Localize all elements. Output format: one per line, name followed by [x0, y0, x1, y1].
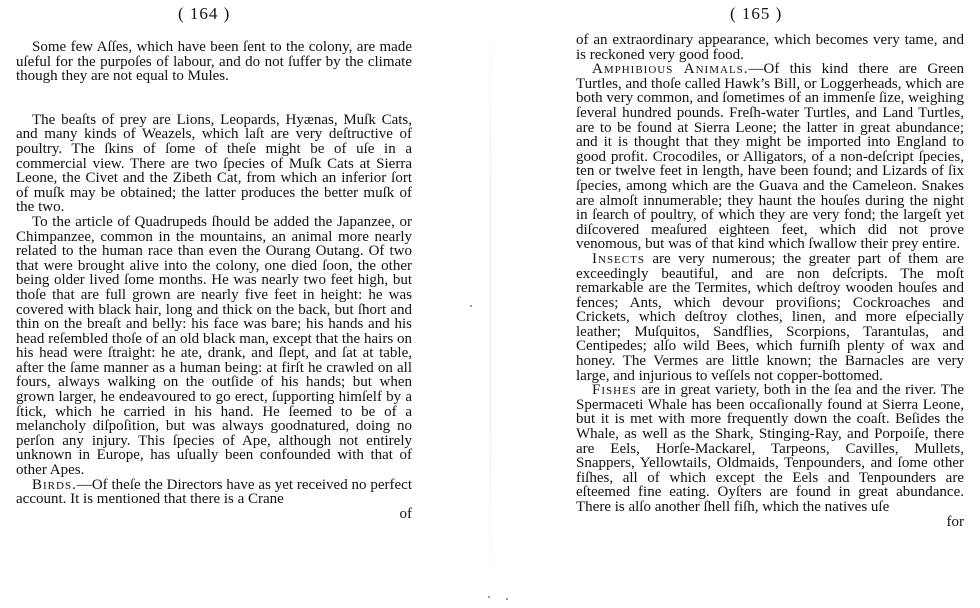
paper-speck — [488, 596, 490, 598]
paragraph-beasts-of-prey: The beaſts of prey are Lions, Leopards, Hyænas, Muſk Cats, and many kinds of Weazels, which laſt are very deſtructive of poultry. The ſkins of ſome of theſe might be of uſe in a commercial view. There are two ſpecies of Muſk Cats at Sierra Leone, the Civet and the Zibeth Cat, from which an inferior ſort of muſk may be obtained; the latter produces the better muſk of the two. — [16, 111, 412, 216]
left-text-block — [16, 40, 412, 521]
paragraph-amphibious — [576, 62, 964, 252]
paragraph-asses: Some few Aſſes, which have been ſent to the colony, are made uſeful for the purpoſes of labour, and do not ſuffer by the climate though they are not equal to Mules. — [16, 39, 412, 85]
catchword-right: for — [946, 513, 964, 530]
amphibious-heading: Amphibious Animals. — [592, 61, 749, 78]
fishes-heading: Fishes — [592, 382, 637, 399]
paper-speck — [506, 598, 508, 600]
paper-speck — [470, 305, 472, 307]
insects-text: are very numerous; the greater part of them are exceedingly beautiful, and are non deſcripts. The moſt remarkable are the Termites, which deſtroy wooden houſes and fences; Ants, which devour proviſions; Cockroaches and Crickets, which deſtroy clothes, linen, and more eſpecially leather; Muſquitos, Sandflies, Scorpions, Tarantulas, and Centipedes; alſo wild Bees, which furniſh plenty of wax and honey. The Vermes are little known; the Barnacles are very large, and injurious to veſſels not copper-bottomed. — [576, 250, 964, 384]
paragraph-chimpanzee: To the article of Quadrupeds ſhould be added the Japanzee, or Chimpanzee, common in the mountains, an animal more nearly related to the human race than even the Ourang Outang. Of two that were brought alive into the colony, one died ſoon, the other being older lived ſome months. He was nearly two feet high, but thoſe that are full grown are nearly five feet in height: he was covered with black hair, long and thick on the back, but ſhort and thin on the breaſt and belly: his face was bare; his hands and his head reſembled thoſe of an old black man, except that the hairs on his head were ſtraight: he ate, drank, and ſlept, and ſat at table, after the ſame manner as a human being: at firſt he crawled on all fours, always walking on the outſide of his hands; but when grown larger, he endeavoured to go erect, ſupporting himſelf by a ſtick, which he carried in his hand. He ſeemed to be of a melancholy diſpoſition, but was always goodnatured, doing no perſon any injury. This ſpecies of Ape, although not entirely unknown in Europe, has uſually been confounded with that of other Apes. — [16, 213, 412, 479]
amphibious-text: —Of this kind there are Green Turtles, and thoſe called Hawk’s Bill, or Loggerheads, which are both very common, and ſometimes of an immenſe ſize, weighing ſeveral hundred pounds. Freſh-water Turtles, and Land Turtles, are to be found at Sierra Leone; the latter in great abundance; and it is thought that they might be imported into England to good profit. Crocodiles, or Alligators, of a non-deſcript ſpecies, ten or twelve feet in length, have been found; and Lizards of ſix ſpecies, among which are the Guava and the Cameleon. Snakes are almoſt innumerable; they haunt the houſes during the night in ſearch of poultry, of which they are very fond; the largeſt yet diſcovered meaſured eighteen feet, which did not prove venomous, but was of that kind which ſwallow their prey entire. — [576, 61, 964, 253]
birds-text: —Of theſe the Directors have as yet received no perfect account. It is mentioned that there is a Crane — [16, 476, 412, 508]
birds-heading: Birds. — [32, 476, 77, 493]
paragraph-birds — [16, 478, 412, 507]
paragraph-fishes — [576, 383, 964, 514]
catchword-left: of — [399, 505, 412, 522]
right-page — [490, 0, 980, 608]
page-number-left: ( 164 ) — [178, 4, 231, 23]
insects-heading: Insects — [592, 250, 645, 267]
fishes-text: are in great variety, both in the ſea and the river. The Spermaceti Whale has been occaſionally found at Sierra Leone, but it is met with more frequently down the coaſt. Beſides the Whale, as well as the Shark, Stinging-Ray, and Porpoiſe, there are Eels, Horſe-Mackarel, Tarpeons, Cavilles, Mullets, Snappers, Yellowtails, Oldmaids, Tenpounders, and ſome other fiſhes, all of which except the Eels and Tenpounders are eſteemed fine eating. Oyſters are found in great abundance. There is alſo another ſhell fiſh, which the natives uſe — [576, 382, 964, 515]
paragraph-crane-continued: of an extraordinary appearance, which becomes very tame, and is reckoned very good food. — [576, 32, 964, 63]
right-text-block — [576, 33, 964, 529]
page-number-right: ( 165 ) — [730, 4, 783, 23]
paragraph-insects — [576, 252, 964, 383]
